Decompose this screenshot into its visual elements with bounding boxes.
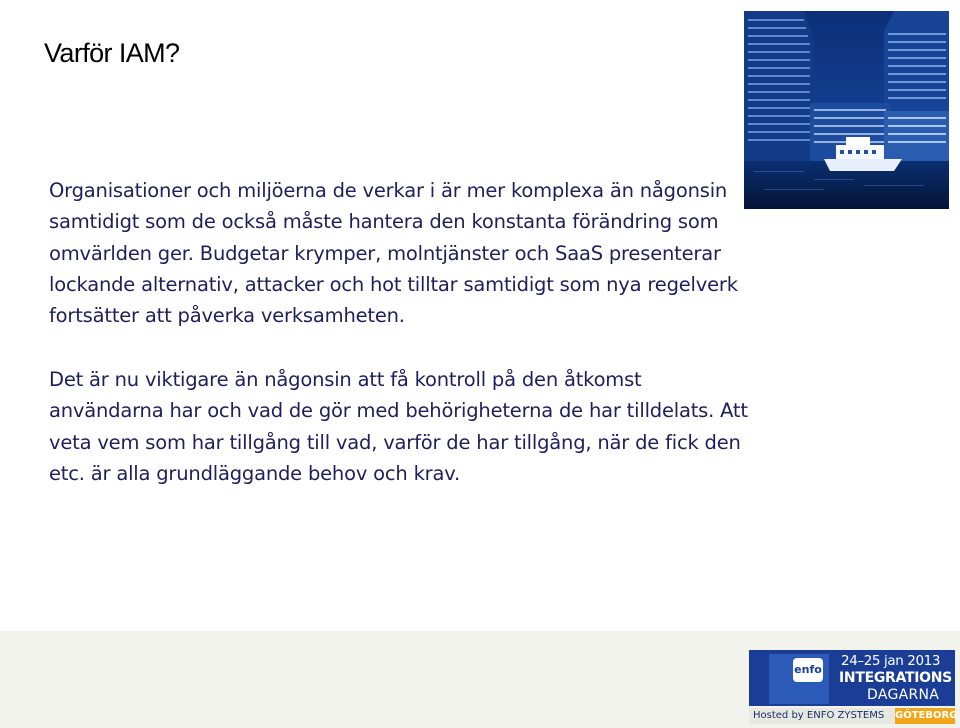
event-name: INTEGRATIONS	[839, 670, 952, 686]
slide-title: Varför IAM?	[44, 38, 180, 68]
badge-graphic	[749, 650, 833, 706]
paragraph-2: Det är nu viktigare än någonsin att få kontroll på den åtkomst användarna har och vad de gör med behörigheterna de har tilldelats. Att veta vem som har tillgång till vad, varför de har tillgång, när de fick den etc. är alla grundläggande behov och krav.	[49, 368, 748, 485]
city-harbor-photo	[744, 11, 949, 209]
event-subtitle: DAGARNA	[867, 687, 940, 703]
event-date: 24–25 jan 2013	[841, 653, 941, 669]
hosted-by: Hosted by ENFO ZYSTEMS	[749, 708, 895, 724]
event-city: GÖTEBORG	[895, 708, 955, 724]
paragraph-1: Organisationer och miljöerna de verkar i är mer komplexa än någonsin samtidigt som de också måste hantera den konstanta förändring som omvärlden ger. Budgetar krymper, molntjänster och SaaS presenterar lockande alternativ, attacker och hot tilltar samtidigt som nya regelverk fortsätter att påverka verksamheten.	[49, 179, 738, 328]
enfo-logo: enfo	[793, 658, 823, 682]
badge-main	[833, 650, 955, 706]
event-badge	[749, 650, 958, 724]
